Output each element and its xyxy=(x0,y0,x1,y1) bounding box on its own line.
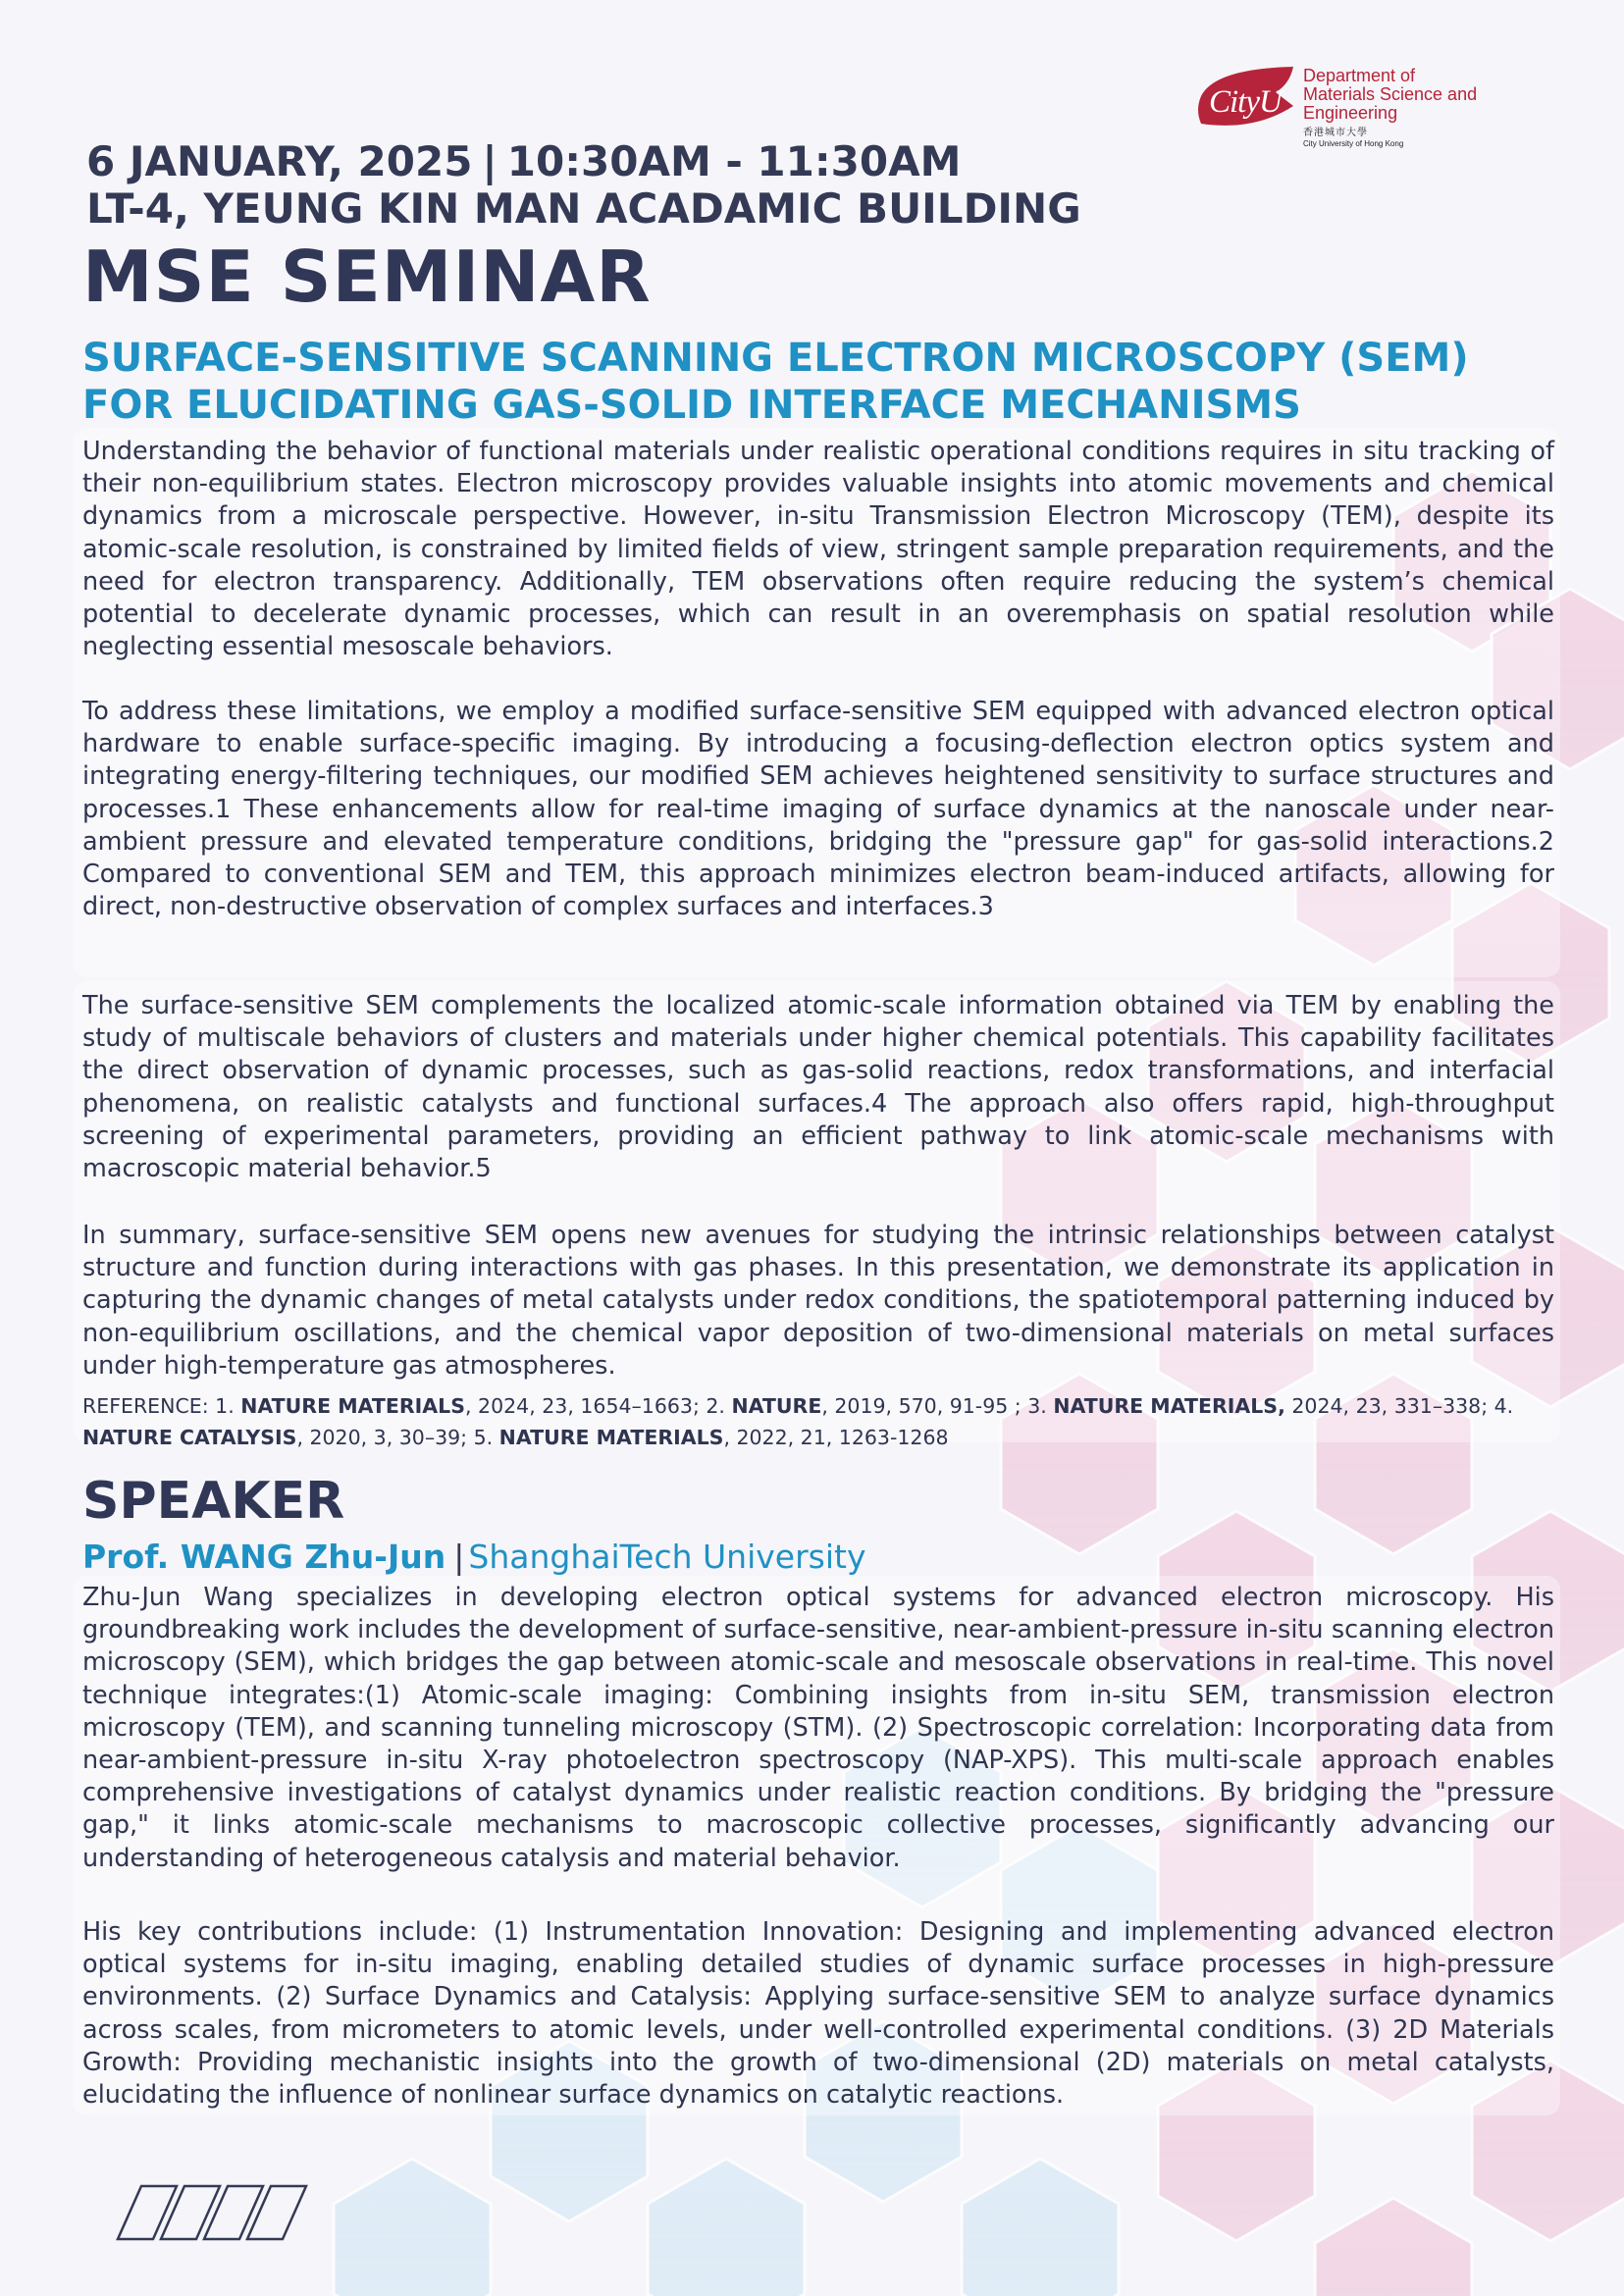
speaker-bio-paragraph-1: Zhu-Jun Wang specializes in developing electron optical systems for advanced electron microscopy. His groundbreaking work includes the development of surface-sensitive, near-ambient-pressure in-situ scanning electron microscopy (SEM), which bridges the gap between atomic-scale and mesoscale observations in real-time. This novel technique integrates:(1) Atomic-scale imaging: Combining insights from in-situ SEM, transmission electron microscopy (TEM), and scanning tunneling microscopy (STM). (2) Spectroscopic correlation: Incorporating data from near-ambient-pressure in-situ X-ray photoelectron spectroscopy (NAP-XPS). This multi-scale approach enables comprehensive investigations of catalyst dynamics under realistic reaction conditions. By bridging the "pressure gap," it links atomic-scale mechanisms to macroscopic collective processes, significantly advancing our understanding of heterogeneous catalysis and material behavior. xyxy=(82,1583,1554,1873)
speaker-name: Prof. WANG Zhu-Jun xyxy=(82,1538,446,1576)
abstract-paragraph-3: The surface-sensitive SEM complements the localized atomic-scale information obtained via TEM by enabling the study of multiscale behaviors of clusters and materials under higher chemical potentials. This capability facilitates the direct observation of dynamic processes, such as gas-solid reactions, redox transformations, and interfacial phenomena, on realistic catalysts and functional surfaces.4 The approach also offers rapid, high-throughput screening of experimental parameters, providing an efficient pathway to link atomic-scale mechanisms with macroscopic material behavior.5 xyxy=(82,991,1554,1184)
references xyxy=(82,1390,1554,1453)
seminar-topic-line1: SURFACE-SENSITIVE SCANNING ELECTRON MICROSCOPY (SEM) xyxy=(82,336,1469,381)
diagonal-stripes-icon xyxy=(116,2184,312,2241)
logo-department xyxy=(1303,67,1568,149)
reference-journal-1: NATURE MATERIALS xyxy=(240,1394,466,1418)
speaker-bio-paragraph-2: His key contributions include: (1) Instrumentation Innovation: Designing and implementing advanced electron optical systems for in-situ imaging, enabling detailed studies of dynamic surface processes in high-pressure environments. (2) Surface Dynamics and Catalysis: Applying surface-sensitive SEM to analyze surface dynamics across scales, from micrometers to atomic levels, under well-controlled experimental conditions. (3) 2D Materials Growth: Providing mechanistic insights into the growth of two-dimensional (2D) materials on metal catalysts, elucidating the influence of nonlinear surface dynamics on catalytic reactions. xyxy=(82,1917,1554,2111)
reference-journal-3: NATURE MATERIALS, xyxy=(1053,1394,1285,1418)
reference-detail-4: , 2020, 3, 30–39; 5. xyxy=(296,1426,499,1449)
abstract-paragraph-1: Understanding the behavior of functional materials under realistic operational conditions requires in situ tracking of their non-equilibrium states. Electron microscopy provides valuable insights into atomic movements and chemical dynamics from a microscale perspective. However, in-situ Transmission Electron Microscopy (TEM), despite its atomic-scale resolution, is constrained by limited fields of view, stringent sample preparation requirements, and the need for electron transparency. Additionally, TEM observations often require reducing the system’s chemical potential to decelerate dynamic processes, which can result in an overemphasis on spatial resolution while neglecting essential mesoscale behaviors. xyxy=(82,437,1554,662)
reference-journal-5: NATURE MATERIALS xyxy=(498,1426,724,1449)
logo-university-name: City University of Hong Kong xyxy=(1303,139,1404,148)
speaker-line xyxy=(82,1538,866,1577)
speaker-separator: | xyxy=(453,1538,465,1576)
speaker-heading: SPEAKER xyxy=(82,1472,345,1531)
references-label: REFERENCE: 1. xyxy=(82,1394,241,1418)
date-separator: | xyxy=(482,137,498,185)
reference-detail-1: , 2024, 23, 1654–1663; 2. xyxy=(465,1394,732,1418)
seminar-topic xyxy=(82,335,1574,429)
reference-detail-2: , 2019, 570, 91-95 ; 3. xyxy=(821,1394,1054,1418)
logo-department-line1: Department of xyxy=(1303,66,1416,85)
reference-journal-4: NATURE CATALYSIS xyxy=(82,1426,297,1449)
abstract-paragraph-2: To address these limitations, we employ a modified surface-sensitive SEM equipped with advanced electron optical hardware to enable surface-specific imaging. By introducing a focusing-deflection electron optics system and integrating energy-filtering techniques, our modified SEM achieves heightened sensitivity to surface structures and processes.1 These enhancements allow for real-time imaging of surface dynamics at the nanoscale under near-ambient pressure and elevated temperature conditions, bridging the "pressure gap" for gas-solid interactions.2 Compared to conventional SEM and TEM, this approach minimizes electron beam-induced artifacts, allowing for direct, non-destructive observation of complex surfaces and interfaces.3 xyxy=(82,697,1554,922)
event-time: 10:30AM - 11:30AM xyxy=(506,137,962,185)
event-date: 6 JANUARY, 2025 xyxy=(86,137,473,185)
page-title: MSE SEMINAR xyxy=(82,235,652,318)
seminar-topic-line2: FOR ELUCIDATING GAS-SOLID INTERFACE MECHANISMS xyxy=(82,383,1301,428)
event-date-time xyxy=(86,139,961,184)
abstract-paragraph-4: In summary, surface-sensitive SEM opens new avenues for studying the intrinsic relationships between catalyst structure and function during interactions with gas phases. In this presentation, we demonstrate its application in capturing the dynamic changes of metal catalysts under redox conditions, the spatiotemporal patterning induced by non-equilibrium oscillations, and the chemical vapor deposition of two-dimensional materials on metal surfaces under high-temperature gas atmospheres. xyxy=(82,1221,1554,1381)
reference-detail-3: 2024, 23, 331–338; 4. xyxy=(1284,1394,1514,1418)
speaker-affiliation: ShanghaiTech University xyxy=(468,1538,866,1576)
cityu-logo[interactable] xyxy=(1195,63,1568,148)
logo-chinese-name: 香港城市大學 xyxy=(1303,128,1368,138)
reference-journal-2: NATURE xyxy=(731,1394,822,1418)
event-venue: LT-4, YEUNG KIN MAN ACADAMIC BUILDING xyxy=(86,184,1081,233)
logo-department-line2: Materials Science and Engineering xyxy=(1303,84,1478,123)
reference-detail-5: , 2022, 21, 1263-1268 xyxy=(723,1426,949,1449)
logo-wordmark: CityU xyxy=(1209,84,1282,120)
